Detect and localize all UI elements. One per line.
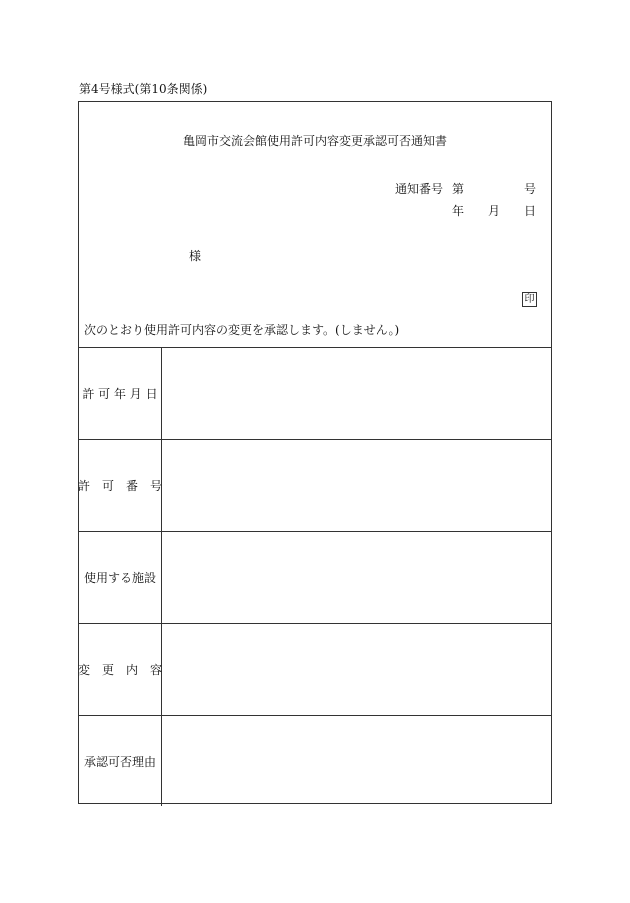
row-label-permit-date: 許 可 年 月 日	[79, 348, 162, 439]
approval-statement: 次のとおり使用許可内容の変更を承認します。(しません。)	[84, 323, 400, 337]
table-row	[79, 439, 551, 531]
row-value-facility[interactable]	[163, 532, 551, 623]
row-value-approval-reason[interactable]	[163, 716, 551, 806]
form-number-label: 第4号様式(第10条関係)	[79, 82, 208, 96]
date-year-label: 年	[452, 204, 465, 218]
row-label-facility: 使用する施設	[79, 532, 162, 623]
notice-number-prefix: 第	[452, 182, 465, 196]
table-row	[79, 715, 551, 806]
notice-form	[78, 101, 552, 804]
notice-number-suffix: 号	[524, 182, 537, 196]
table-row	[79, 347, 551, 439]
seal-mark: 印	[522, 292, 537, 307]
date-month-label: 月	[488, 204, 501, 218]
addressee-suffix: 様	[189, 249, 202, 263]
row-value-permit-date[interactable]	[163, 348, 551, 439]
document-title: 亀岡市交流会館使用許可内容変更承認可否通知書	[182, 134, 447, 148]
date-day-label: 日	[524, 204, 537, 218]
table-row	[79, 531, 551, 623]
row-label-permit-number: 許 可 番 号	[79, 440, 162, 531]
table-row	[79, 623, 551, 715]
form-table	[79, 347, 551, 806]
row-label-change-content: 変 更 内 容	[79, 624, 162, 715]
form-header	[79, 102, 551, 347]
row-value-permit-number[interactable]	[163, 440, 551, 531]
row-value-change-content[interactable]	[163, 624, 551, 715]
row-label-approval-reason: 承認可否理由	[79, 716, 162, 806]
notice-number-label: 通知番号	[395, 182, 444, 196]
